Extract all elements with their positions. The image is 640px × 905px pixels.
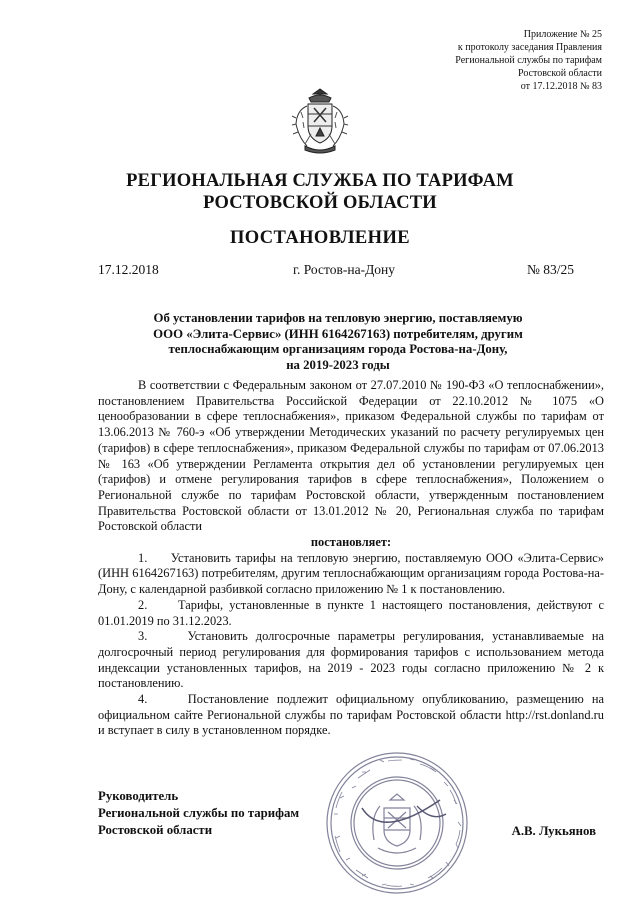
org-title: РЕГИОНАЛЬНАЯ СЛУЖБА ПО ТАРИФАМ [126,171,514,191]
decree-item: 4. Постановление подлежит официальному опубликованию, размещению на официальном сайте Региональной службы по тарифам Ростовской области http://rst.donland.ru и вступает в силу в установленном порядке. [98,692,604,738]
appendix-note [362,28,602,93]
decree-item: 2. Тарифы, установленные в пункте 1 настоящего постановления, действуют с 01.01.2019 по 31.12.2023. [98,597,604,628]
subject-line: теплоснабжающим организациям города Ростова-на-Дону, [168,342,508,357]
appendix-line: Ростовской области [518,68,602,79]
document-subject [98,311,578,373]
preamble-paragraph: В соответствии с Федеральным законом от 27.07.2010 № 190-ФЗ «О теплоснабжении», постановлением Правительства Российской Федерации от 22.10.2012 № 1075 «О ценообразовании в сфере теплоснабжения», приказом Федеральной службы по тарифам от 13.06.2013 № 760-э «Об утверждении Методических указаний по расчету регулируемых цен (тарифов) в сфере теплоснабжения», приказом Федеральной службы по тарифам от 07.06.2013 № 163 «Об утверждении Регламента открытия дел об установлении регулируемых цен (тарифов) и отмене регулирования тарифов в сфере теплоснабжения», Положением о Региональной службе по тарифам Ростовской области, утвержденным постановлением Правительства Ростовской области от 13.01.2012 № 20, Региональная служба по тарифам Ростовской области [98,378,604,534]
appendix-line: к протоколу заседания Правления [457,42,602,53]
decree-item: 3. Установить долгосрочные параметры регулирования, устанавливаемые на долгосрочный период регулирования для формирования тарифов с использованием метода индексации установленных тарифов, на 2019 - 2023 годы согласно приложению № 2 к постановлению. [98,629,604,691]
signatory-title [98,788,299,839]
official-seal-icon [322,748,472,898]
coat-of-arms-icon [291,88,349,156]
document-body [98,378,604,739]
subject-line: Об установлении тарифов на тепловую энергию, поставляемую [153,311,523,325]
signatory-title-line: Ростовской области [98,823,213,837]
org-title: РОСТОВСКОЙ ОБЛАСТИ [203,193,437,213]
document-date: 17.12.2018 [98,262,159,277]
appendix-line: от 17.12.2018 № 83 [520,81,602,92]
signatory-name: А.В. Лукьянов [511,824,596,838]
signatory-title-line: Руководитель [98,789,179,803]
subject-line: на 2019-2023 годы [286,357,390,372]
document-city: г. Ростов-на-Дону [293,262,396,277]
appendix-line: Региональной службы по тарифам [455,55,602,66]
signatory-title-line: Региональной службы по тарифам [98,806,300,820]
subject-line: ООО «Элита-Сервис» (ИНН 6164267163) потребителям, другим [153,326,523,341]
document-number: № 83/25 [526,262,574,277]
decree-word: постановляет: [310,535,392,550]
appendix-line: Приложение № 25 [523,29,602,40]
decree-item: 1. Установить тарифы на тепловую энергию, поставляемую ООО «Элита-Сервис» (ИНН 6164267163) потребителям, другим теплоснабжающим организациям города Ростова-на-Дону, с календарной разбивкой согласно приложению № 1 к постановлению. [98,550,604,597]
document-type: ПОСТАНОВЛЕНИЕ [229,228,410,248]
